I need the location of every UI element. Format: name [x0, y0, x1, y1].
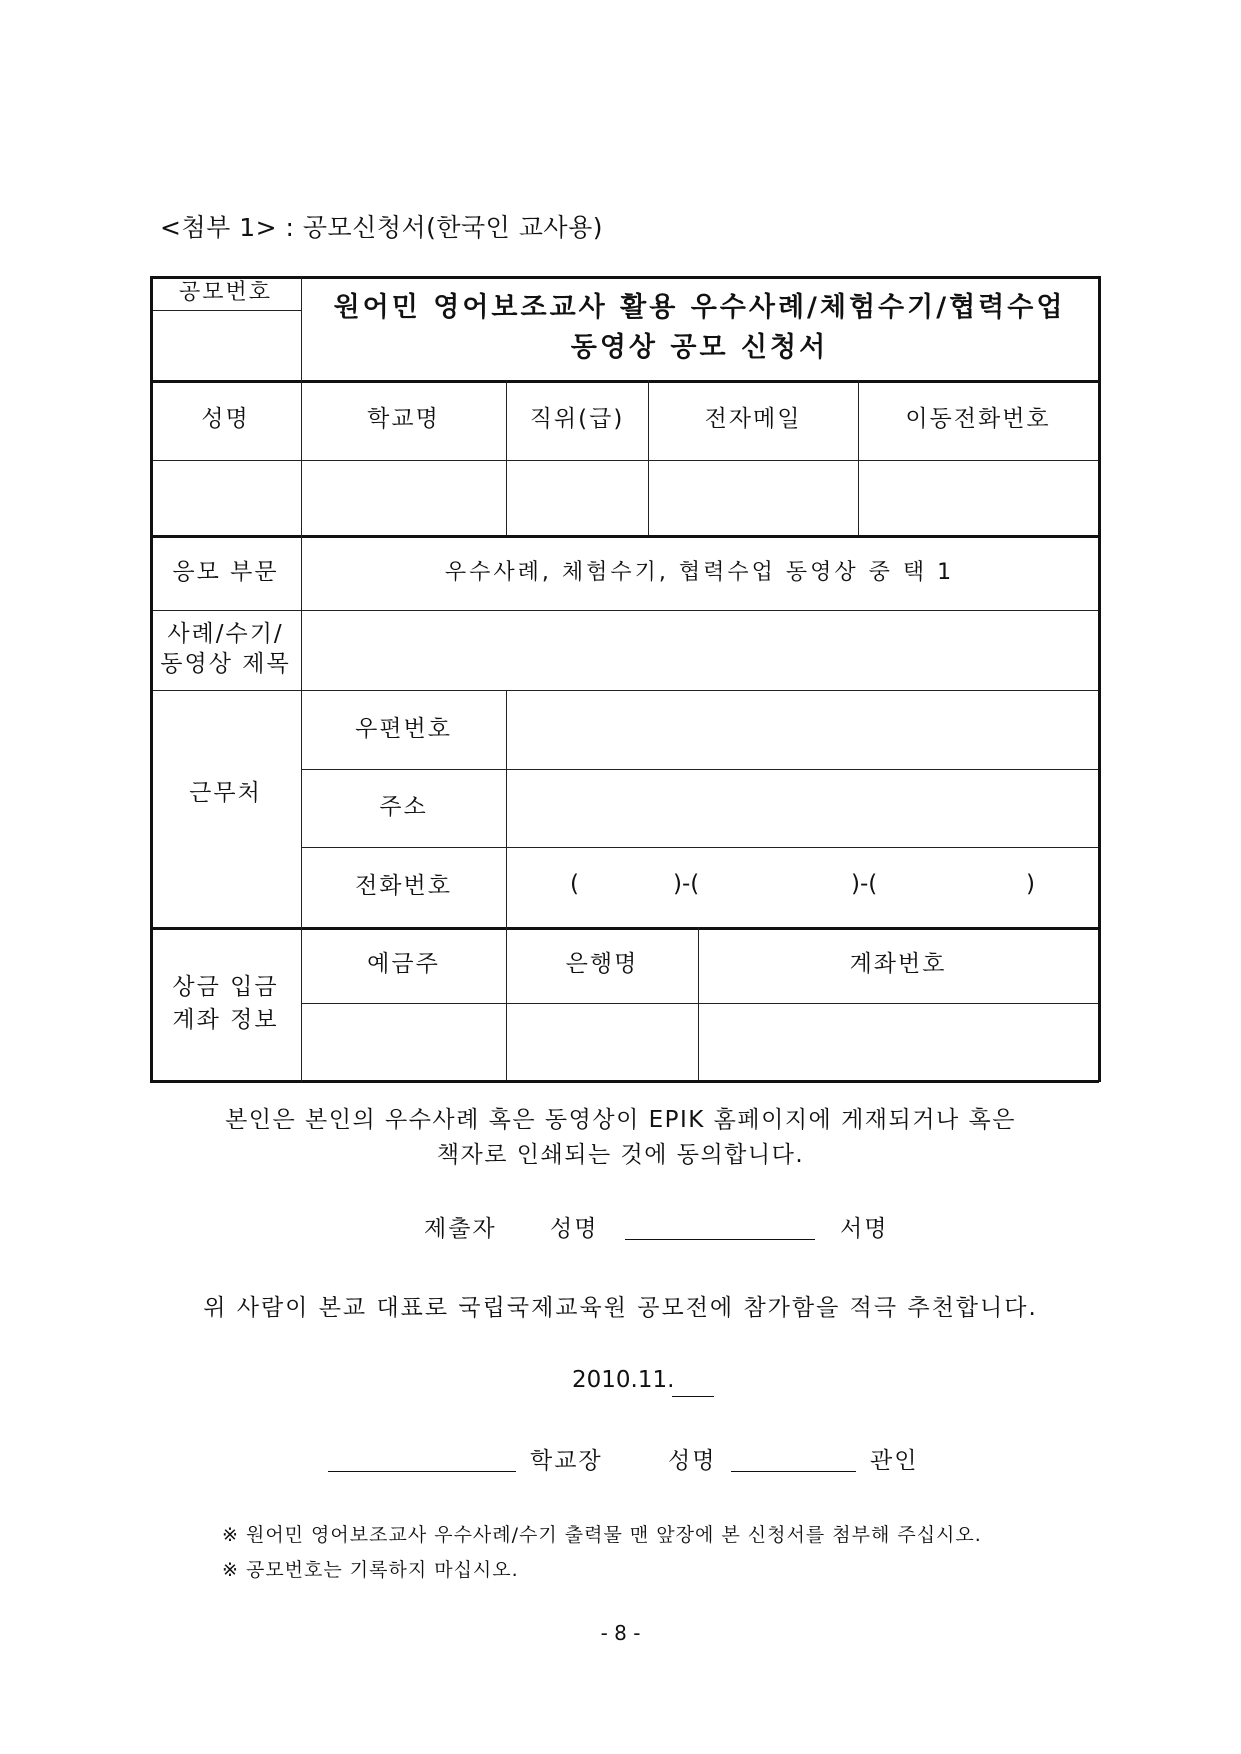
seal-label: 관인	[870, 1448, 919, 1474]
attachment-heading: <첨부 1> : 공모신청서(한국인 교사용)	[160, 213, 603, 242]
email-field[interactable]	[648, 460, 858, 535]
consent-line1: 본인은 본인의 우수사례 혹은 동영상이 EPIK 홈페이지에 게재되거나 혹은	[225, 1107, 1016, 1133]
principal-name-label: 성명	[668, 1448, 717, 1474]
date-text: 2010.11.	[572, 1367, 675, 1393]
account-holder-label: 예금주	[367, 951, 440, 978]
header-school: 학교명	[367, 406, 440, 433]
principal-name-line[interactable]	[731, 1447, 856, 1472]
postal-code-label: 우편번호	[355, 715, 452, 742]
address-label: 주소	[379, 794, 428, 821]
entry-title-field[interactable]	[301, 610, 1098, 690]
note-attach-form: ※ 원어민 영어보조교사 우수사례/수기 출력물 맨 앞장에 본 신청서를 첨부해 주십시오.	[222, 1524, 982, 1546]
entry-title-label	[150, 610, 301, 690]
consent-line2: 책자로 인쇄되는 것에 동의합니다.	[436, 1142, 805, 1168]
account-number-label: 계좌번호	[849, 951, 947, 978]
header-position: 직위(급)	[529, 406, 625, 433]
recommendation-text: 위 사람이 본교 대표로 국립국제교육원 공모전에 참가함을 적극 추천합니다.	[203, 1295, 1038, 1321]
header-name: 성명	[201, 406, 250, 433]
submitter-name-label: 성명	[550, 1216, 599, 1242]
mobile-field[interactable]	[858, 460, 1098, 535]
note-entry-number: ※ 공모번호는 기록하지 마십시오.	[222, 1559, 519, 1581]
bank-info-label	[150, 927, 301, 1080]
school-field[interactable]	[301, 460, 506, 535]
category-label: 응모 부문	[172, 558, 279, 585]
bank-name-label: 은행명	[565, 951, 639, 978]
form-title-line2: 동영상 공모 신청서	[570, 332, 829, 363]
school-name-line[interactable]	[328, 1447, 516, 1472]
bank-info-label-line1: 상금 입금	[172, 974, 279, 1001]
form-title-line1: 원어민 영어보조교사 활용 우수사례/체험수기/협력수업	[333, 291, 1066, 323]
account-holder-field[interactable]	[301, 1003, 506, 1080]
phone-separator-1: )-(	[673, 871, 700, 897]
bank-name-field[interactable]	[506, 1003, 698, 1080]
entry-number-label: 공모번호	[178, 280, 272, 306]
account-number-field[interactable]	[698, 1003, 1098, 1080]
position-field[interactable]	[506, 460, 648, 535]
phone-label: 전화번호	[355, 873, 452, 900]
phone-separator-2: )-(	[851, 871, 878, 897]
bank-info-label-line2: 계좌 정보	[172, 1006, 279, 1033]
phone-field[interactable]	[506, 847, 1098, 927]
entry-title-label-line1: 사례/수기/	[167, 621, 284, 648]
signature-label: 서명	[840, 1216, 889, 1242]
phone-close-paren: )	[1026, 871, 1035, 897]
postal-code-field[interactable]	[506, 690, 1098, 769]
submitter-name-line[interactable]	[625, 1215, 815, 1240]
entry-number-field	[150, 310, 301, 380]
phone-open-paren: (	[570, 871, 579, 897]
category-value: 우수사례, 체험수기, 협력수업 동영상 중 택 1	[444, 559, 955, 585]
header-mobile: 이동전화번호	[905, 406, 1051, 433]
form-title	[301, 276, 1098, 380]
page-number: - 8 -	[600, 1621, 641, 1645]
name-field[interactable]	[150, 460, 301, 535]
date-day-line[interactable]	[672, 1372, 714, 1397]
address-field[interactable]	[506, 769, 1098, 847]
submitter-label: 제출자	[424, 1216, 497, 1242]
entry-title-label-line2: 동영상 제목	[160, 651, 291, 677]
principal-title: 학교장	[530, 1448, 603, 1474]
header-email: 전자메일	[704, 406, 802, 433]
workplace-label: 근무처	[189, 779, 262, 806]
